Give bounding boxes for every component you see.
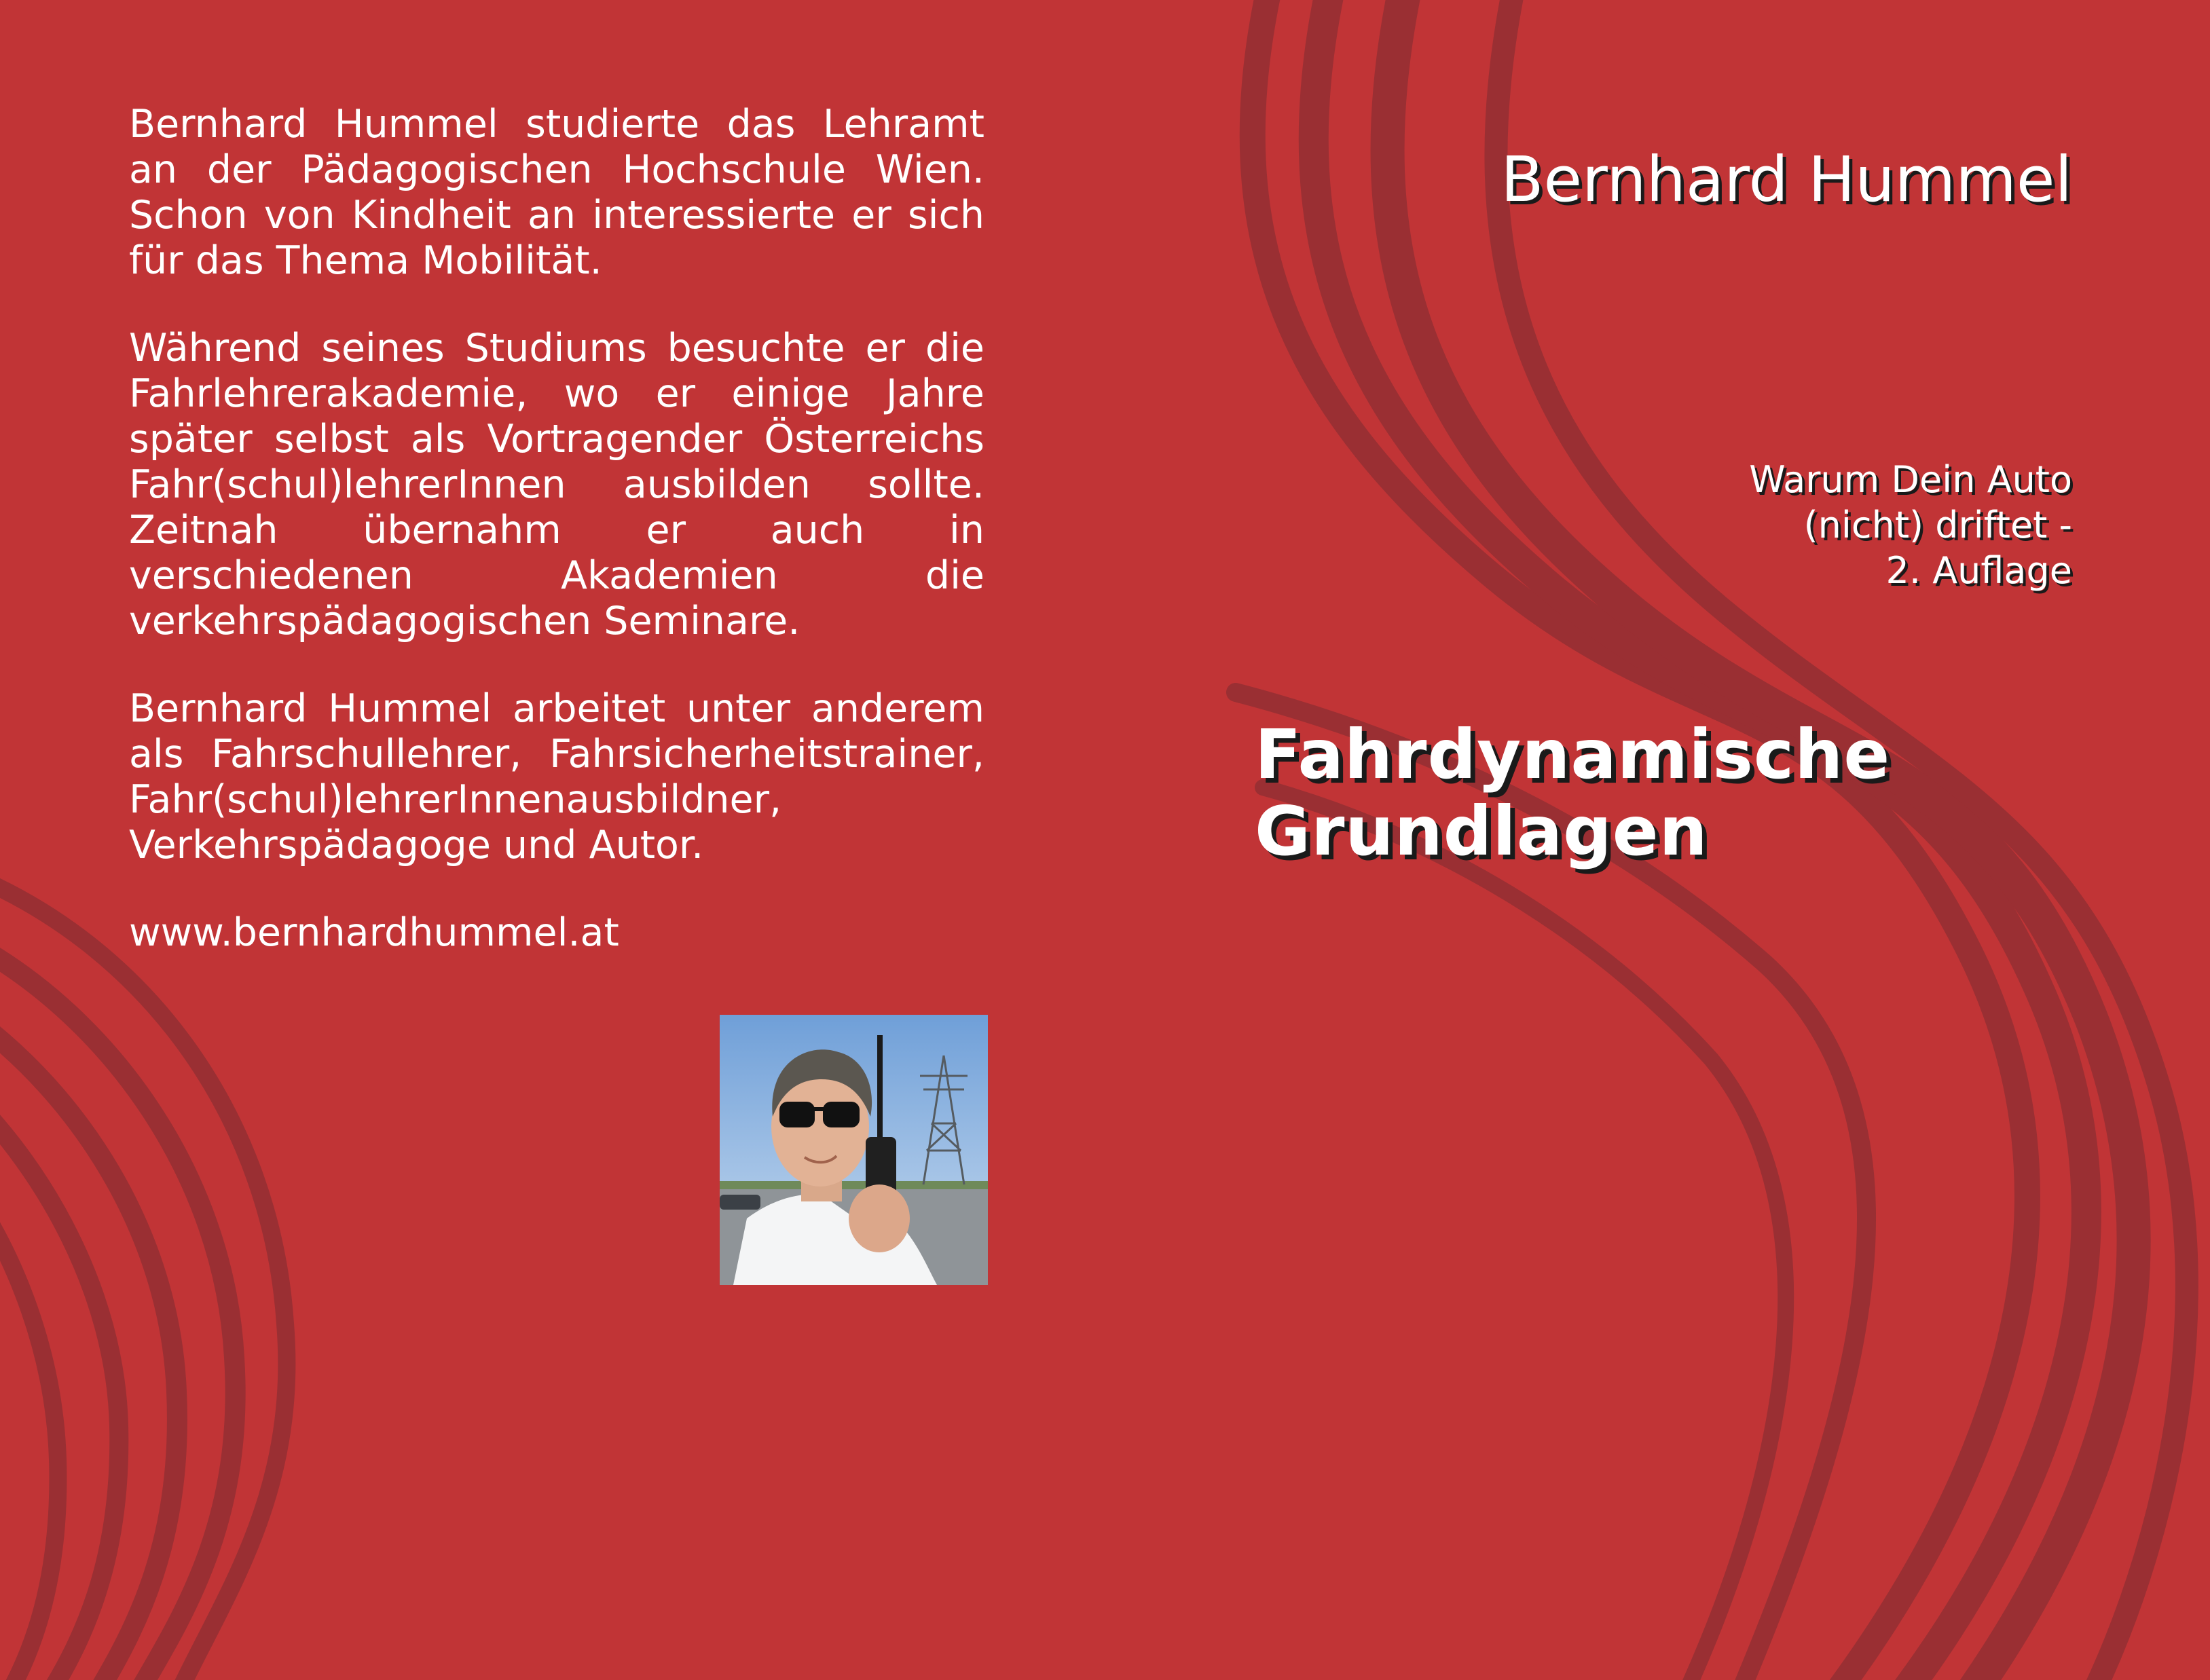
author-website: www.bernhardhummel.at: [129, 910, 619, 955]
bio-paragraph: Bernhard Hummel arbeitet unter anderem als Fahrschullehrer, Fahrsicherheitstrainer, Fahr(schul)lehrerInnenausbildner, Verkehrspädagoge und Autor.: [129, 686, 984, 867]
title-line: Fahrdynamische: [1255, 715, 1891, 794]
subtitle-line: 2. Auflage: [1885, 549, 2072, 592]
subtitle-line: Warum Dein Auto: [1749, 458, 2072, 501]
bio-paragraph: Während seines Studiums besuchte er die Fahrlehrerakademie, wo er einige Jahre später selbst als Vortragender Österreichs Fahr(schul)lehrerInnen ausbilden sollte. Zeitnah übernahm er auch in verschiedenen Akademien die verkehrspädagogischen Seminare.: [129, 326, 984, 643]
title-line: Grundlagen: [1255, 791, 1708, 871]
bio-paragraph: Bernhard Hummel studierte das Lehramt an der Pädagogischen Hochschule Wien. Schon von Kindheit an interessierte er sich für das Thema Mobilität.: [129, 102, 984, 283]
book-subtitle: [1665, 457, 2072, 593]
wave-line-10: [0, 1100, 119, 1680]
author-biography: [129, 102, 984, 956]
book-title: [1255, 716, 1890, 870]
author-name: Bernhard Hummel: [1500, 143, 2072, 216]
author-photo: [720, 1015, 988, 1285]
subtitle-line: (nicht) driftet -: [1803, 504, 2072, 546]
wave-line-11: [0, 1195, 58, 1680]
author-photo-image: [720, 1015, 988, 1285]
